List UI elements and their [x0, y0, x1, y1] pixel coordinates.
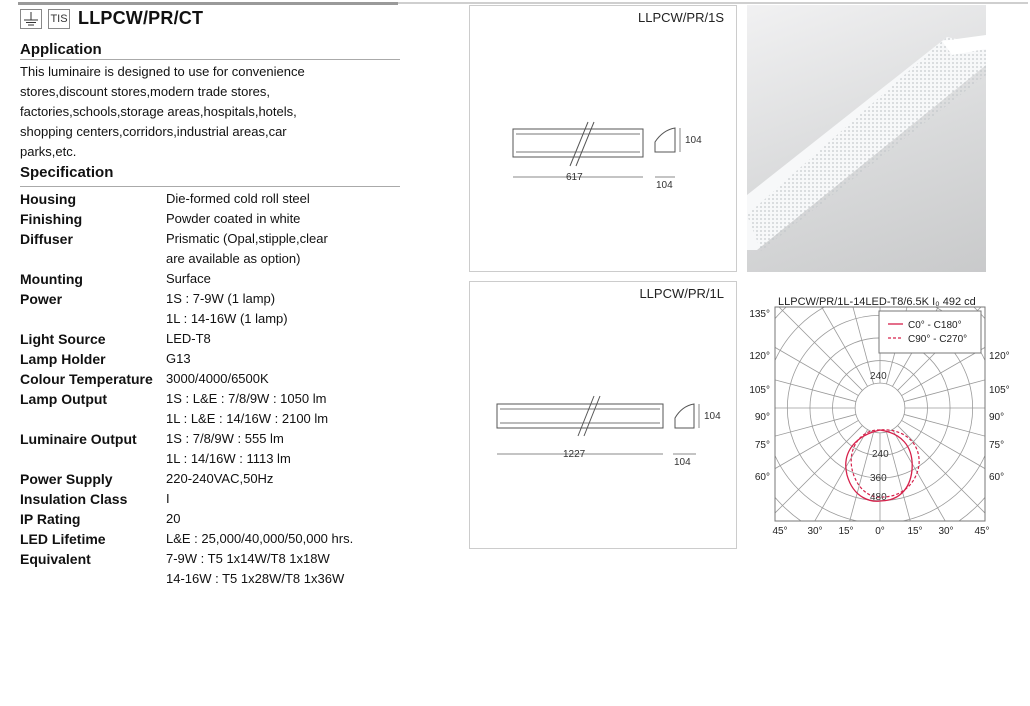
spec-row — [20, 469, 353, 489]
spec-value: Powder coated in white — [166, 211, 301, 226]
spec-values — [166, 509, 180, 529]
spec-row — [20, 329, 353, 349]
ring-label: 360 — [870, 473, 887, 484]
spec-values — [166, 269, 211, 289]
dim-width: 104 — [674, 457, 691, 468]
spec-row — [20, 209, 353, 229]
application-line: stores,discount stores,modern trade stores, — [20, 84, 271, 99]
spec-value: L&E : 25,000/40,000/50,000 hrs. — [166, 531, 354, 546]
spec-value: 3000/4000/6500K — [166, 371, 269, 386]
angle-label-right: 75° — [989, 440, 1005, 451]
spec-values — [166, 229, 328, 269]
product-photo — [747, 5, 986, 272]
spec-label: Lamp Output — [20, 391, 108, 407]
spec-values — [166, 369, 269, 389]
dim-height: 104 — [704, 411, 721, 422]
angle-label-bottom: 45° — [772, 526, 788, 537]
angle-label-left: 90° — [754, 412, 770, 423]
spec-values — [166, 329, 211, 349]
dim-width: 104 — [656, 180, 673, 191]
spec-values — [166, 209, 300, 229]
top-rule-right — [398, 2, 1028, 4]
spec-label: Diffuser — [20, 231, 73, 247]
spec-row — [20, 349, 353, 369]
angle-label-bottom: 15° — [907, 526, 923, 537]
angle-label-left: 60° — [754, 472, 770, 483]
luminaire-drawing-1l — [470, 282, 738, 550]
angle-label-left: 75° — [754, 440, 770, 451]
spec-value: 1S : 7-9W (1 lamp) — [166, 291, 276, 306]
drawing-caption: LLPCW/PR/1S — [638, 10, 724, 25]
spec-values — [166, 349, 191, 369]
drawing-caption: LLPCW/PR/1L — [639, 286, 724, 301]
spec-value: 220-240VAC,50Hz — [166, 471, 274, 486]
application-line: This luminaire is designed to use for convenience — [20, 64, 305, 79]
polar-title: LLPCW/PR/1L-14LED-T8/6.5K I₀ 492 cd — [778, 296, 976, 308]
dim-length: 1227 — [563, 449, 586, 460]
ring-label: 240 — [870, 371, 887, 382]
spec-row — [20, 189, 353, 209]
spec-row — [20, 529, 353, 549]
spec-label: IP Rating — [20, 511, 81, 527]
spec-row — [20, 489, 353, 509]
specification-divider — [20, 186, 400, 187]
specification-heading: Specification — [20, 164, 114, 181]
spec-value: 14-16W : T5 1x28W/T8 1x36W — [166, 571, 345, 586]
angle-label-bottom: 45° — [974, 526, 990, 537]
header — [20, 8, 203, 29]
top-rule — [18, 2, 398, 5]
spec-value: 1L : L&E : 14/16W : 2100 lm — [166, 411, 329, 426]
spec-value: I — [166, 491, 170, 506]
spec-values — [166, 289, 288, 329]
spec-value: Prismatic (Opal,stipple,clear — [166, 231, 328, 246]
polar-diagram — [748, 305, 1028, 545]
spec-row — [20, 429, 353, 469]
spec-value: 1S : L&E : 7/8/9W : 1050 lm — [166, 391, 327, 406]
spec-value: G13 — [166, 351, 191, 366]
angle-label-bottom: 30° — [807, 526, 823, 537]
application-line: shopping centers,corridors,industrial areas,car — [20, 124, 287, 139]
spec-values — [166, 189, 310, 209]
ring-label: 480 — [870, 492, 887, 503]
specification-table — [20, 189, 353, 589]
spec-values — [166, 549, 344, 589]
spec-value: 7-9W : T5 1x14W/T8 1x18W — [166, 551, 330, 566]
tis-mark-icon: TIS — [48, 9, 70, 29]
product-title: LLPCW/PR/CT — [78, 8, 204, 28]
spec-value: 20 — [166, 511, 181, 526]
legend-label: C0° - C180° — [908, 320, 962, 331]
angle-label-left: 135° — [749, 309, 770, 320]
spec-values — [166, 529, 353, 549]
spec-values — [166, 389, 328, 429]
luminaire-drawing-1s — [470, 6, 738, 273]
angle-label-left: 120° — [749, 351, 770, 362]
spec-label: Mounting — [20, 271, 83, 287]
polar-ring — [855, 383, 905, 433]
spec-value: 1L : 14/16W : 1113 lm — [166, 451, 291, 466]
spec-label: Colour Temperature — [20, 371, 153, 387]
spec-label: Finishing — [20, 211, 83, 227]
application-heading: Application — [20, 41, 102, 58]
spec-label: Lamp Holder — [20, 351, 106, 367]
angle-label-right: 60° — [989, 472, 1005, 483]
spec-label: Equivalent — [20, 551, 91, 567]
polar-spoke — [904, 414, 1028, 454]
spec-value: are available as option) — [166, 251, 301, 266]
spec-label: Luminaire Output — [20, 431, 137, 447]
spec-value: 1S : 7/8/9W : 555 lm — [166, 431, 284, 446]
spec-label: Housing — [20, 191, 76, 207]
spec-label: Power — [20, 291, 63, 307]
dim-height: 104 — [685, 135, 702, 146]
angle-label-bottom: 30° — [938, 526, 954, 537]
spec-label: Insulation Class — [20, 491, 128, 507]
spec-row — [20, 389, 353, 429]
spec-value: Die-formed cold roll steel — [166, 191, 310, 206]
angle-label-right: 105° — [989, 385, 1010, 396]
spec-row — [20, 509, 353, 529]
legend-label: C90° - C270° — [908, 334, 968, 345]
angle-label-right: 90° — [989, 412, 1005, 423]
application-text — [20, 62, 320, 162]
spec-row — [20, 369, 353, 389]
spec-row — [20, 289, 353, 329]
application-line: factories,schools,storage areas,hospitals,hotels, — [20, 104, 297, 119]
angle-label-left: 105° — [749, 385, 770, 396]
spec-values — [166, 469, 273, 489]
spec-values — [166, 429, 291, 469]
angle-label-right: 120° — [989, 351, 1010, 362]
spec-row — [20, 549, 353, 589]
ground-symbol-icon — [20, 9, 42, 29]
spec-value: Surface — [166, 271, 211, 286]
spec-row — [20, 229, 353, 269]
spec-label: LED Lifetime — [20, 531, 106, 547]
ring-label: 240 — [872, 449, 889, 460]
spec-label: Light Source — [20, 331, 106, 347]
drawing-panel-1s — [469, 5, 737, 272]
angle-label-bottom: 0° — [875, 526, 885, 537]
spec-value: 1L : 14-16W (1 lamp) — [166, 311, 288, 326]
dim-length: 617 — [566, 172, 583, 183]
legend-box — [879, 311, 981, 353]
angle-label-bottom: 15° — [838, 526, 854, 537]
spec-value: LED-T8 — [166, 331, 211, 346]
application-line: parks,etc. — [20, 144, 77, 159]
spec-label: Power Supply — [20, 471, 113, 487]
application-divider — [20, 59, 400, 60]
drawing-panel-1l — [469, 281, 737, 549]
spec-row — [20, 269, 353, 289]
spec-values — [166, 489, 170, 509]
polar-spoke — [833, 305, 873, 384]
